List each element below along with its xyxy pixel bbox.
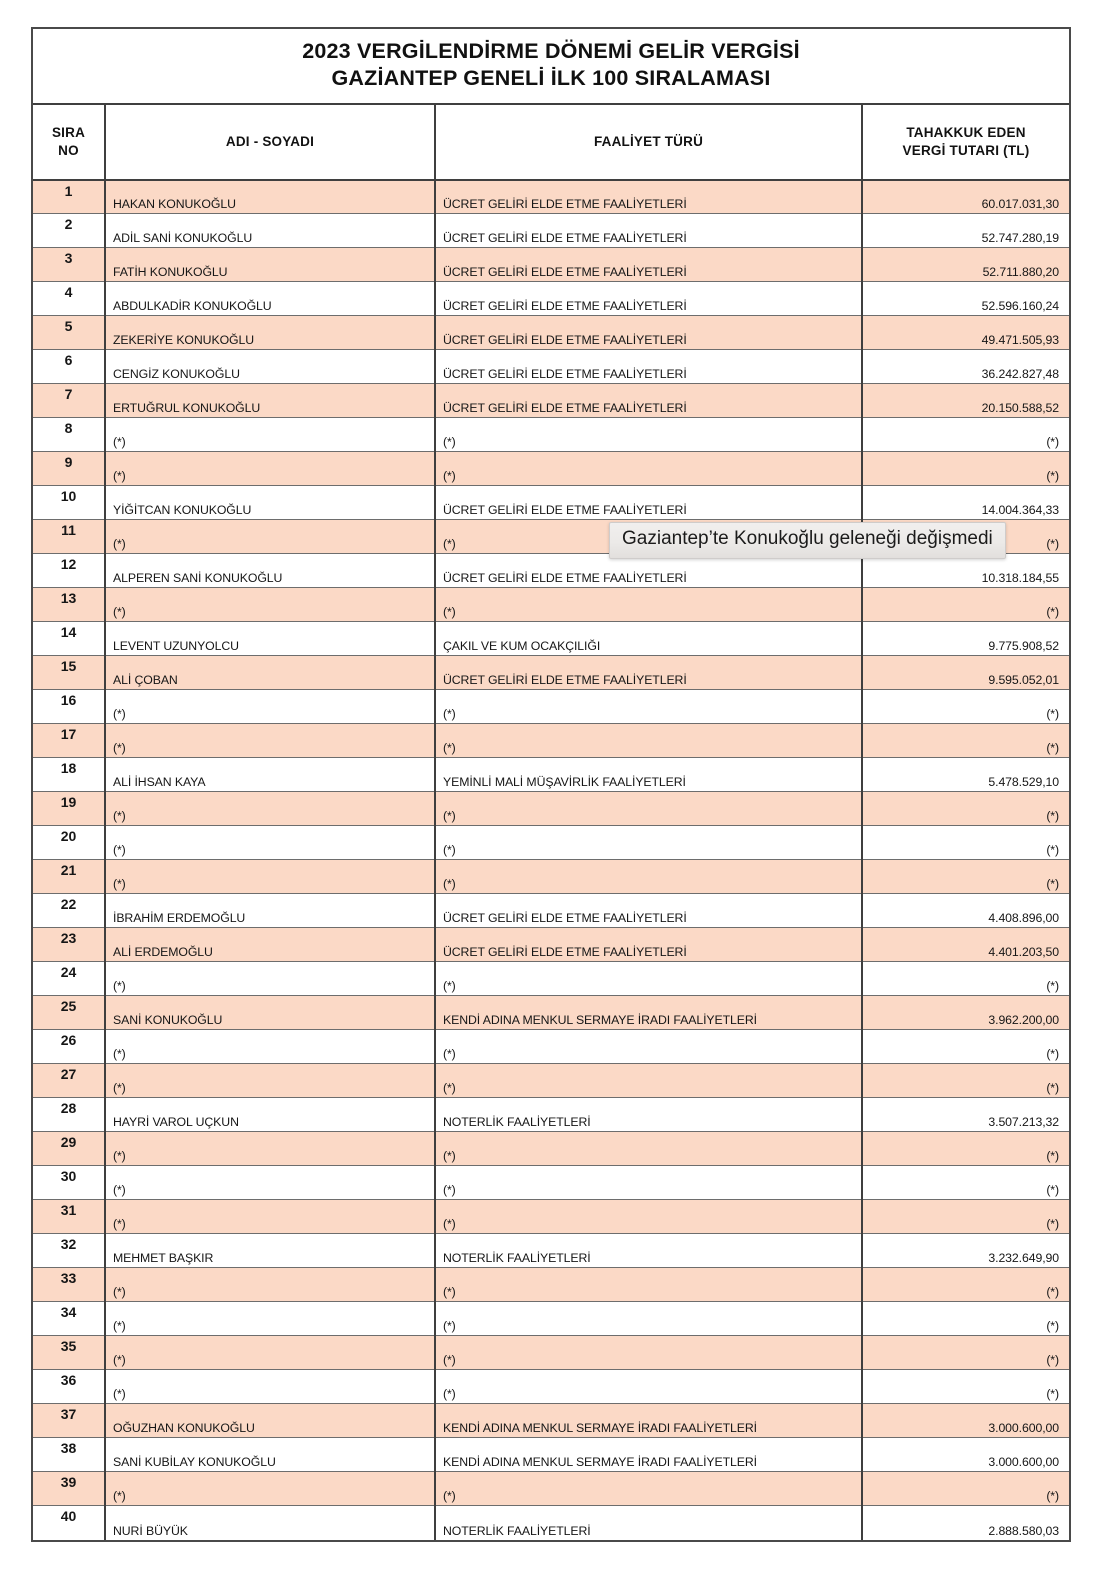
cell-rank: 18	[33, 758, 105, 792]
table-row	[33, 486, 1069, 520]
cell-amount: 3.232.649,90	[862, 1234, 1069, 1268]
cell-activity: (*)	[435, 1166, 862, 1200]
table-row	[33, 1098, 1069, 1132]
cell-rank: 12	[33, 554, 105, 588]
cell-name: (*)	[105, 1336, 435, 1370]
cell-rank: 33	[33, 1268, 105, 1302]
page-title-line-2: GAZİANTEP GENELİ İLK 100 SIRALAMASI	[331, 65, 771, 90]
table-row	[33, 1132, 1069, 1166]
table-row	[33, 1404, 1069, 1438]
table-row	[33, 452, 1069, 486]
table-row	[33, 1472, 1069, 1506]
cell-name: (*)	[105, 1166, 435, 1200]
cell-activity: NOTERLİK FAALİYETLERİ	[435, 1234, 862, 1268]
cell-amount: (*)	[862, 452, 1069, 486]
cell-name: SANİ KUBİLAY KONUKOĞLU	[105, 1438, 435, 1472]
table-row	[33, 588, 1069, 622]
cell-amount: (*)	[862, 1336, 1069, 1370]
cell-activity: (*)	[435, 520, 862, 554]
cell-amount: 2.888.580,03	[862, 1506, 1069, 1540]
cell-activity: KENDİ ADINA MENKUL SERMAYE İRADI FAALİYETLERİ	[435, 996, 862, 1030]
cell-activity: ÜCRET GELİRİ ELDE ETME FAALİYETLERİ	[435, 248, 862, 282]
cell-activity: KENDİ ADINA MENKUL SERMAYE İRADI FAALİYETLERİ	[435, 1438, 862, 1472]
cell-amount: (*)	[862, 1268, 1069, 1302]
cell-amount: (*)	[862, 1064, 1069, 1098]
cell-rank: 28	[33, 1098, 105, 1132]
cell-name: (*)	[105, 826, 435, 860]
cell-amount: (*)	[862, 1200, 1069, 1234]
table-row	[33, 1268, 1069, 1302]
table-row	[33, 894, 1069, 928]
cell-rank: 5	[33, 316, 105, 350]
cell-name: ALİ ÇOBAN	[105, 656, 435, 690]
cell-rank: 38	[33, 1438, 105, 1472]
cell-activity: (*)	[435, 724, 862, 758]
cell-name: ALİ İHSAN KAYA	[105, 758, 435, 792]
cell-name: HAKAN KONUKOĞLU	[105, 180, 435, 214]
column-header-rank-line1: SIRA	[51, 124, 86, 140]
cell-activity: (*)	[435, 1064, 862, 1098]
cell-activity: ÜCRET GELİRİ ELDE ETME FAALİYETLERİ	[435, 928, 862, 962]
cell-activity: (*)	[435, 418, 862, 452]
column-header-rank-line2: NO	[58, 142, 79, 158]
cell-name: (*)	[105, 1472, 435, 1506]
cell-amount: 20.150.588,52	[862, 384, 1069, 418]
column-header-rank	[33, 105, 105, 180]
table-header-row	[33, 105, 1069, 180]
cell-name: (*)	[105, 520, 435, 554]
cell-name: (*)	[105, 588, 435, 622]
cell-amount: 49.471.505,93	[862, 316, 1069, 350]
cell-rank: 31	[33, 1200, 105, 1234]
cell-rank: 32	[33, 1234, 105, 1268]
cell-rank: 27	[33, 1064, 105, 1098]
cell-name: YİĞİTCAN KONUKOĞLU	[105, 486, 435, 520]
cell-rank: 17	[33, 724, 105, 758]
cell-name: (*)	[105, 1302, 435, 1336]
caption-overlay: Gaziantep’te Konukoğlu geleneği değişmedi	[609, 522, 1006, 559]
cell-name: (*)	[105, 1370, 435, 1404]
cell-activity: ÜCRET GELİRİ ELDE ETME FAALİYETLERİ	[435, 894, 862, 928]
cell-activity: ÜCRET GELİRİ ELDE ETME FAALİYETLERİ	[435, 214, 862, 248]
cell-amount: 4.401.203,50	[862, 928, 1069, 962]
cell-amount: (*)	[862, 724, 1069, 758]
cell-activity: (*)	[435, 792, 862, 826]
cell-name: CENGİZ KONUKOĞLU	[105, 350, 435, 384]
cell-rank: 29	[33, 1132, 105, 1166]
cell-name: (*)	[105, 1064, 435, 1098]
cell-name: (*)	[105, 860, 435, 894]
cell-amount: 4.408.896,00	[862, 894, 1069, 928]
cell-name: (*)	[105, 962, 435, 996]
table-row	[33, 418, 1069, 452]
cell-amount: (*)	[862, 1166, 1069, 1200]
cell-rank: 16	[33, 690, 105, 724]
table-row	[33, 622, 1069, 656]
cell-activity: ÜCRET GELİRİ ELDE ETME FAALİYETLERİ	[435, 554, 862, 588]
cell-rank: 30	[33, 1166, 105, 1200]
cell-amount: (*)	[862, 1302, 1069, 1336]
table-row	[33, 554, 1069, 588]
table-row	[33, 1166, 1069, 1200]
column-header-amount-line1: TAHAKKUK EDEN	[906, 124, 1026, 140]
cell-amount: (*)	[862, 1030, 1069, 1064]
cell-rank: 8	[33, 418, 105, 452]
cell-rank: 26	[33, 1030, 105, 1064]
cell-activity: (*)	[435, 962, 862, 996]
table-row	[33, 1336, 1069, 1370]
cell-rank: 10	[33, 486, 105, 520]
cell-activity: (*)	[435, 1336, 862, 1370]
cell-amount: 3.962.200,00	[862, 996, 1069, 1030]
table-row	[33, 1438, 1069, 1472]
table-row	[33, 248, 1069, 282]
table-body	[33, 180, 1069, 1540]
table-row	[33, 860, 1069, 894]
cell-activity: (*)	[435, 1268, 862, 1302]
cell-amount: 3.507.213,32	[862, 1098, 1069, 1132]
cell-amount: (*)	[862, 520, 1069, 554]
cell-rank: 11	[33, 520, 105, 554]
column-header-amount	[862, 105, 1069, 180]
cell-name: ALPEREN SANİ KONUKOĞLU	[105, 554, 435, 588]
cell-name: ERTUĞRUL KONUKOĞLU	[105, 384, 435, 418]
cell-rank: 1	[33, 180, 105, 214]
table-row	[33, 996, 1069, 1030]
cell-amount: 52.711.880,20	[862, 248, 1069, 282]
cell-name: ABDULKADİR KONUKOĞLU	[105, 282, 435, 316]
cell-activity: (*)	[435, 860, 862, 894]
cell-name: (*)	[105, 792, 435, 826]
cell-name: FATİH KONUKOĞLU	[105, 248, 435, 282]
cell-rank: 13	[33, 588, 105, 622]
table-row	[33, 758, 1069, 792]
cell-activity: ÜCRET GELİRİ ELDE ETME FAALİYETLERİ	[435, 486, 862, 520]
cell-activity: (*)	[435, 452, 862, 486]
cell-rank: 7	[33, 384, 105, 418]
cell-name: SANİ KONUKOĞLU	[105, 996, 435, 1030]
cell-amount: (*)	[862, 588, 1069, 622]
cell-activity: (*)	[435, 1030, 862, 1064]
cell-amount: (*)	[862, 962, 1069, 996]
cell-name: ALİ ERDEMOĞLU	[105, 928, 435, 962]
cell-amount: 9.595.052,01	[862, 656, 1069, 690]
table-row	[33, 690, 1069, 724]
cell-rank: 22	[33, 894, 105, 928]
cell-amount: (*)	[862, 1132, 1069, 1166]
table-row	[33, 1370, 1069, 1404]
cell-name: İBRAHİM ERDEMOĞLU	[105, 894, 435, 928]
cell-amount: 9.775.908,52	[862, 622, 1069, 656]
cell-amount: 36.242.827,48	[862, 350, 1069, 384]
cell-activity: ÜCRET GELİRİ ELDE ETME FAALİYETLERİ	[435, 656, 862, 690]
cell-activity: NOTERLİK FAALİYETLERİ	[435, 1506, 862, 1540]
column-header-activity: FAALİYET TÜRÜ	[435, 105, 862, 180]
cell-amount: 52.747.280,19	[862, 214, 1069, 248]
cell-amount: (*)	[862, 1472, 1069, 1506]
table-header	[33, 105, 1069, 180]
cell-activity: ÜCRET GELİRİ ELDE ETME FAALİYETLERİ	[435, 282, 862, 316]
document-frame	[31, 27, 1071, 1542]
cell-rank: 24	[33, 962, 105, 996]
cell-amount: (*)	[862, 1370, 1069, 1404]
cell-name: ADİL SANİ KONUKOĞLU	[105, 214, 435, 248]
cell-rank: 35	[33, 1336, 105, 1370]
cell-rank: 20	[33, 826, 105, 860]
cell-rank: 40	[33, 1506, 105, 1540]
table-row	[33, 180, 1069, 214]
column-header-amount-line2: VERGİ TUTARI (TL)	[902, 142, 1030, 158]
cell-rank: 2	[33, 214, 105, 248]
table-row	[33, 1030, 1069, 1064]
table-row	[33, 724, 1069, 758]
cell-name: NURİ BÜYÜK	[105, 1506, 435, 1540]
cell-name: ZEKERİYE KONUKOĞLU	[105, 316, 435, 350]
table-row	[33, 282, 1069, 316]
cell-name: MEHMET BAŞKIR	[105, 1234, 435, 1268]
cell-name: (*)	[105, 690, 435, 724]
cell-rank: 15	[33, 656, 105, 690]
cell-activity: (*)	[435, 588, 862, 622]
column-header-name: ADI - SOYADI	[105, 105, 435, 180]
cell-name: (*)	[105, 1200, 435, 1234]
cell-activity: NOTERLİK FAALİYETLERİ	[435, 1098, 862, 1132]
cell-name: (*)	[105, 1030, 435, 1064]
cell-rank: 34	[33, 1302, 105, 1336]
cell-rank: 21	[33, 860, 105, 894]
cell-name: LEVENT UZUNYOLCU	[105, 622, 435, 656]
cell-name: (*)	[105, 1132, 435, 1166]
page-title-line-1: 2023 VERGİLENDİRME DÖNEMİ GELİR VERGİSİ	[302, 39, 800, 63]
cell-rank: 37	[33, 1404, 105, 1438]
cell-activity: YEMİNLİ MALİ MÜŞAVİRLİK FAALİYETLERİ	[435, 758, 862, 792]
cell-activity: ÇAKIL VE KUM OCAKÇILIĞI	[435, 622, 862, 656]
cell-rank: 4	[33, 282, 105, 316]
cell-amount: 10.318.184,55	[862, 554, 1069, 588]
cell-activity: ÜCRET GELİRİ ELDE ETME FAALİYETLERİ	[435, 180, 862, 214]
table-row	[33, 316, 1069, 350]
table-row	[33, 826, 1069, 860]
cell-amount: 3.000.600,00	[862, 1404, 1069, 1438]
table-row	[33, 962, 1069, 996]
cell-name: HAYRİ VAROL UÇKUN	[105, 1098, 435, 1132]
cell-activity: (*)	[435, 690, 862, 724]
cell-rank: 36	[33, 1370, 105, 1404]
cell-amount: (*)	[862, 860, 1069, 894]
table-row	[33, 214, 1069, 248]
table-row	[33, 1200, 1069, 1234]
cell-amount: (*)	[862, 826, 1069, 860]
cell-rank: 14	[33, 622, 105, 656]
cell-activity: (*)	[435, 1302, 862, 1336]
cell-rank: 19	[33, 792, 105, 826]
cell-activity: ÜCRET GELİRİ ELDE ETME FAALİYETLERİ	[435, 384, 862, 418]
cell-rank: 3	[33, 248, 105, 282]
cell-amount: 3.000.600,00	[862, 1438, 1069, 1472]
cell-amount: (*)	[862, 418, 1069, 452]
cell-activity: ÜCRET GELİRİ ELDE ETME FAALİYETLERİ	[435, 316, 862, 350]
cell-amount: (*)	[862, 792, 1069, 826]
cell-amount: 60.017.031,30	[862, 180, 1069, 214]
cell-name: (*)	[105, 452, 435, 486]
cell-activity: (*)	[435, 1472, 862, 1506]
cell-activity: (*)	[435, 1370, 862, 1404]
table-row	[33, 928, 1069, 962]
cell-rank: 23	[33, 928, 105, 962]
cell-name: (*)	[105, 724, 435, 758]
cell-name: (*)	[105, 1268, 435, 1302]
cell-amount: 52.596.160,24	[862, 282, 1069, 316]
table-row	[33, 1506, 1069, 1540]
table-row	[33, 1302, 1069, 1336]
cell-activity: KENDİ ADINA MENKUL SERMAYE İRADI FAALİYETLERİ	[435, 1404, 862, 1438]
cell-activity: (*)	[435, 1132, 862, 1166]
cell-activity: (*)	[435, 826, 862, 860]
table-row	[33, 350, 1069, 384]
table-row	[33, 792, 1069, 826]
table-row	[33, 384, 1069, 418]
table-row	[33, 1064, 1069, 1098]
cell-amount: 5.478.529,10	[862, 758, 1069, 792]
cell-rank: 6	[33, 350, 105, 384]
cell-activity: ÜCRET GELİRİ ELDE ETME FAALİYETLERİ	[435, 350, 862, 384]
cell-amount: (*)	[862, 690, 1069, 724]
tax-ranking-table	[33, 105, 1069, 1540]
cell-rank: 9	[33, 452, 105, 486]
cell-activity: (*)	[435, 1200, 862, 1234]
cell-name: (*)	[105, 418, 435, 452]
cell-amount: 14.004.364,33	[862, 486, 1069, 520]
cell-rank: 25	[33, 996, 105, 1030]
table-row	[33, 656, 1069, 690]
document-title-block	[33, 29, 1069, 105]
cell-name: OĞUZHAN KONUKOĞLU	[105, 1404, 435, 1438]
cell-rank: 39	[33, 1472, 105, 1506]
table-row	[33, 1234, 1069, 1268]
